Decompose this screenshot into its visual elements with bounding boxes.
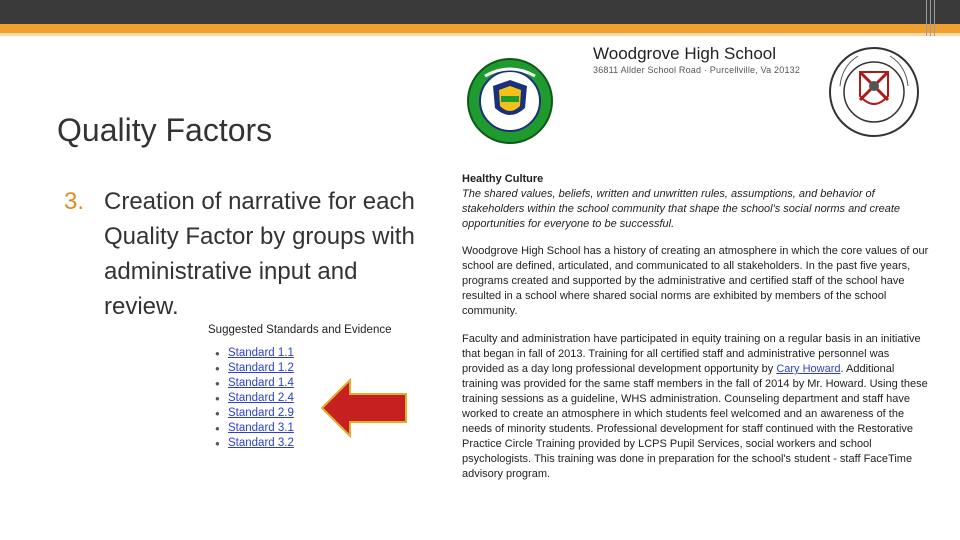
wolverines-seal-logo <box>465 56 555 146</box>
top-dark-bar <box>0 0 960 24</box>
list-item <box>228 436 392 451</box>
standard-link[interactable]: Standard 1.4 <box>228 377 294 389</box>
standard-link[interactable]: Standard 3.1 <box>228 422 294 434</box>
standard-link[interactable]: Standard 1.1 <box>228 347 294 359</box>
school-name: Woodgrove High School <box>593 44 777 63</box>
healthy-culture-section <box>462 172 932 495</box>
left-arrow-icon <box>320 378 410 438</box>
standard-link[interactable]: Standard 1.2 <box>228 362 294 374</box>
paragraph-text: Faculty and administration have participated in equity training on a regular basis in an initiative that began in fall of 2013. Training for all certified staff and administrative personnel was provided as a day long professional development opportunity by <box>462 333 921 375</box>
numbered-point <box>64 184 424 324</box>
slide-title: Quality Factors <box>57 112 273 148</box>
corner-decoration <box>926 0 936 36</box>
cary-howard-link[interactable]: Cary Howard <box>776 363 841 375</box>
county-seal-logo <box>828 46 920 138</box>
list-item <box>228 361 392 376</box>
school-header <box>593 44 800 75</box>
culture-definition: The shared values, beliefs, written and unwritten rules, assumptions, and behavior of stakeholders within the school community that shape the school's social norms and create opportunities for everyone to be successful. <box>462 188 901 230</box>
school-address: 36811 Allder School Road · Purcellville, Va 20132 <box>593 65 801 75</box>
section-heading: Healthy Culture <box>462 173 544 185</box>
top-accent-highlight <box>0 33 960 36</box>
standard-link[interactable]: Standard 2.9 <box>228 407 294 419</box>
point-text: Creation of narrative for each Quality Factor by groups with administrative input and review. <box>104 188 415 320</box>
standard-link[interactable]: Standard 2.4 <box>228 392 294 404</box>
list-item <box>228 346 392 361</box>
culture-paragraph-2 <box>462 332 932 482</box>
point-number: 3. <box>64 188 85 215</box>
standards-heading: Suggested Standards and Evidence <box>208 324 392 336</box>
standard-link[interactable]: Standard 3.2 <box>228 437 294 449</box>
top-accent-bar <box>0 24 960 33</box>
paragraph-text: . Additional training was provided for the same staff members in the fall of 2014 by Mr. Howard. Using these training sessions as a guideline, WHS administration. Counseling department and staff have worked to create an atmosphere in which students feel welcomed and an awareness of the needs of minority students. Professional development for staff continued with the Restorative Practice Circle Training provided by LCPS Pupil Services, social workers and school psychologists. This training was done in preparation for the school's student - staff FaceTime advisory program. <box>462 363 928 480</box>
culture-paragraph-1: Woodgrove High School has a history of creating an atmosphere in which the core values of our school are defined, articulated, and communicated to all stakeholders. In the past five years, programs created and supported by the administrative and certified staff of the school have resulted in a school where shared social norms are exhibited by members of the school community. <box>462 245 929 317</box>
